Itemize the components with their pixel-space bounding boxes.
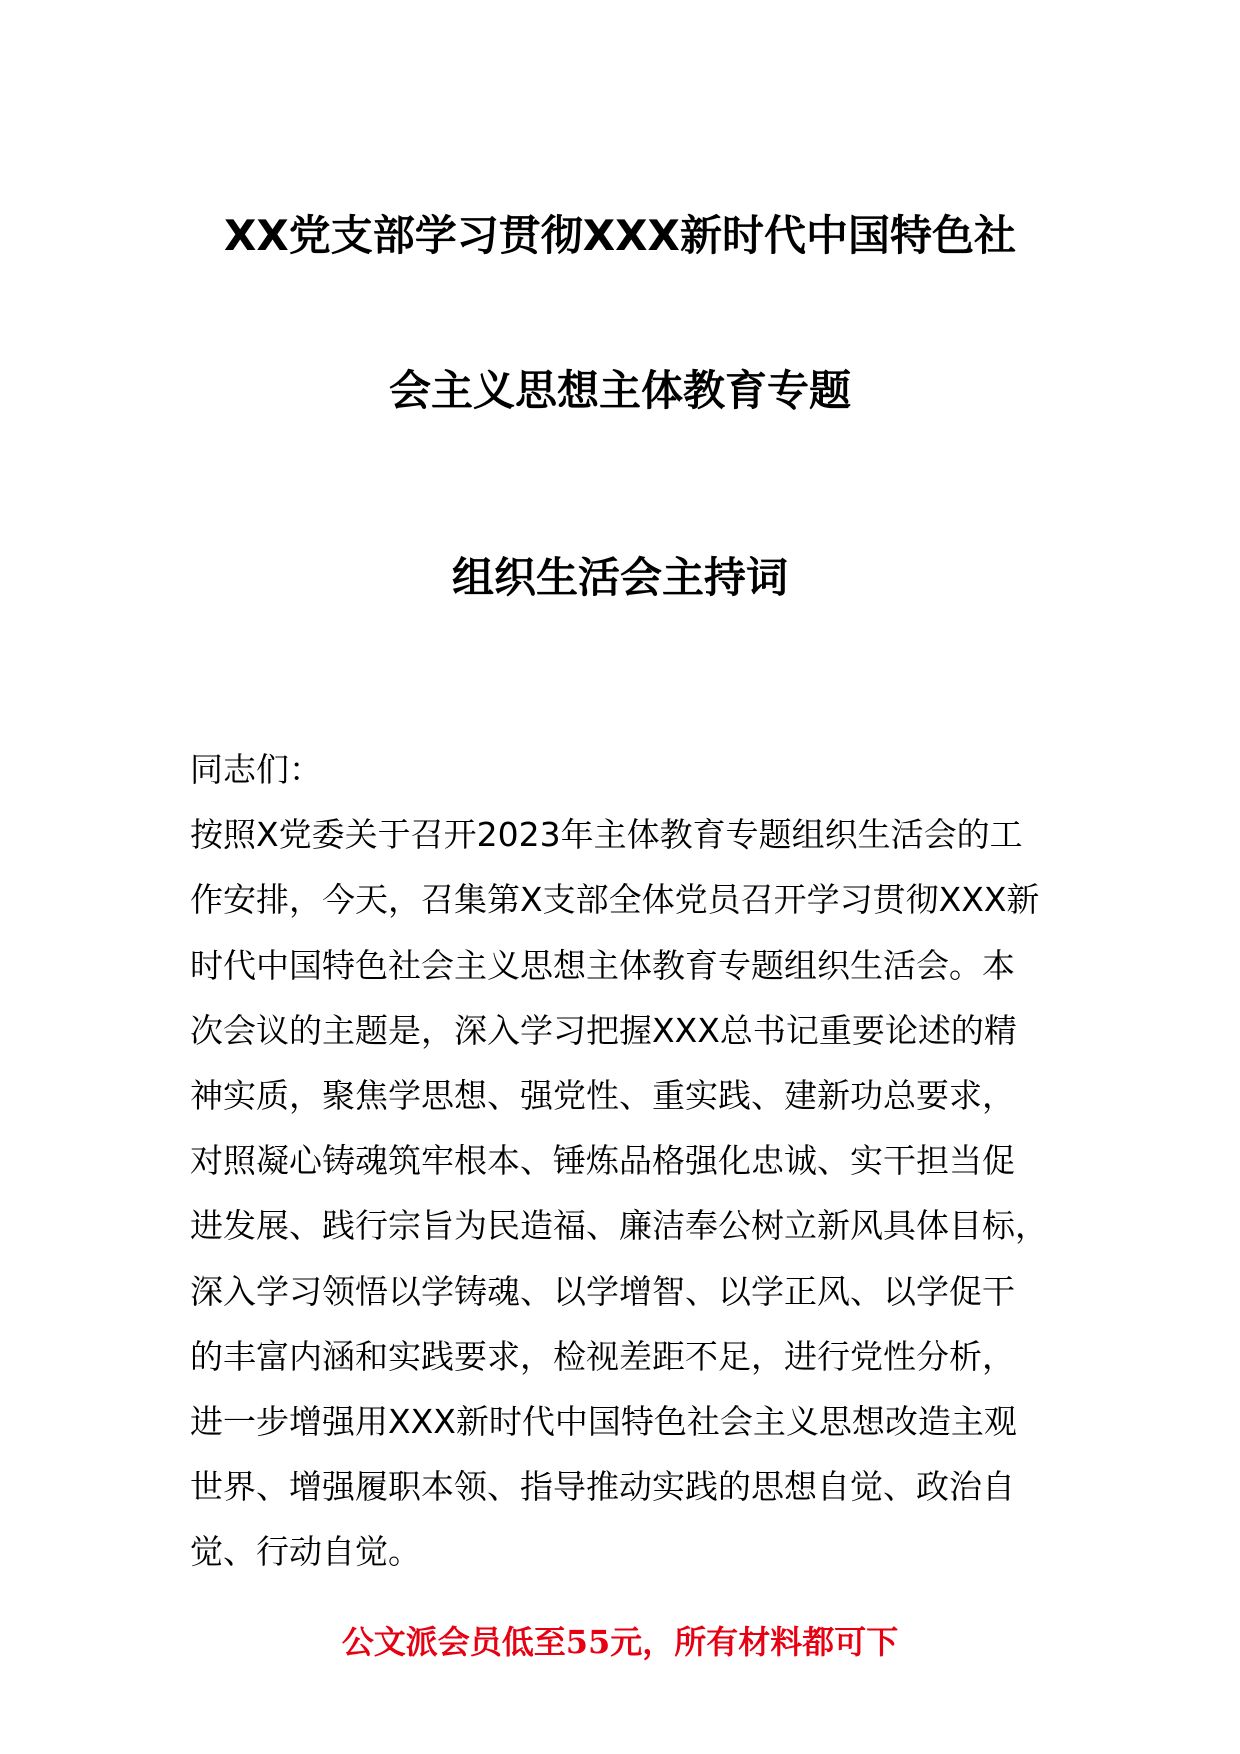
paragraph-line: 对照凝心铸魂筑牢根本、锤炼品格强化忠诚、实干担当促 <box>190 1141 1015 1181</box>
paragraph-line: 的丰富内涵和实践要求，检视差距不足，进行党性分析， <box>190 1336 1015 1376</box>
paragraph-line: 次会议的主题是，深入学习把握XXX总书记重要论述的精 <box>190 1010 1017 1050</box>
paragraph-line: 作安排，今天，召集第X支部全体党员召开学习贯彻XXX新 <box>190 880 1040 920</box>
paragraph-line: 神实质，聚焦学思想、强党性、重实践、建新功总要求， <box>190 1076 1015 1116</box>
document-title-line-3: 组织生活会主持词 <box>451 553 788 602</box>
paragraph-line: 时代中国特色社会主义思想主体教育专题组织生活会。本 <box>190 945 1015 985</box>
document-title-line-1: XX党支部学习贯彻XXX新时代中国特色社 <box>224 211 1016 260</box>
document-body <box>190 737 1070 1585</box>
paragraph-line: 觉、行动自觉。 <box>190 1532 421 1572</box>
paragraph-line: 世界、增强履职本领、指导推动实践的思想自觉、政治自 <box>190 1467 1015 1507</box>
paragraph-line: 进发展、践行宗旨为民造福、廉洁奉公树立新风具体目标， <box>190 1206 1048 1246</box>
paragraph-line: 进一步增强用XXX新时代中国特色社会主义思想改造主观 <box>190 1402 1017 1442</box>
paragraph-line: 按照X党委关于召开2023年主体教育专题组织生活会的工 <box>190 815 1023 855</box>
document-title-line-2: 会主义思想主体教育专题 <box>388 366 851 415</box>
salutation: 同志们： <box>190 750 322 789</box>
promo-banner-text: 公文派会员低至55元，所有材料都可下 <box>341 1623 899 1661</box>
paragraph-line: 深入学习领悟以学铸魂、以学增智、以学正风、以学促干 <box>190 1271 1015 1311</box>
